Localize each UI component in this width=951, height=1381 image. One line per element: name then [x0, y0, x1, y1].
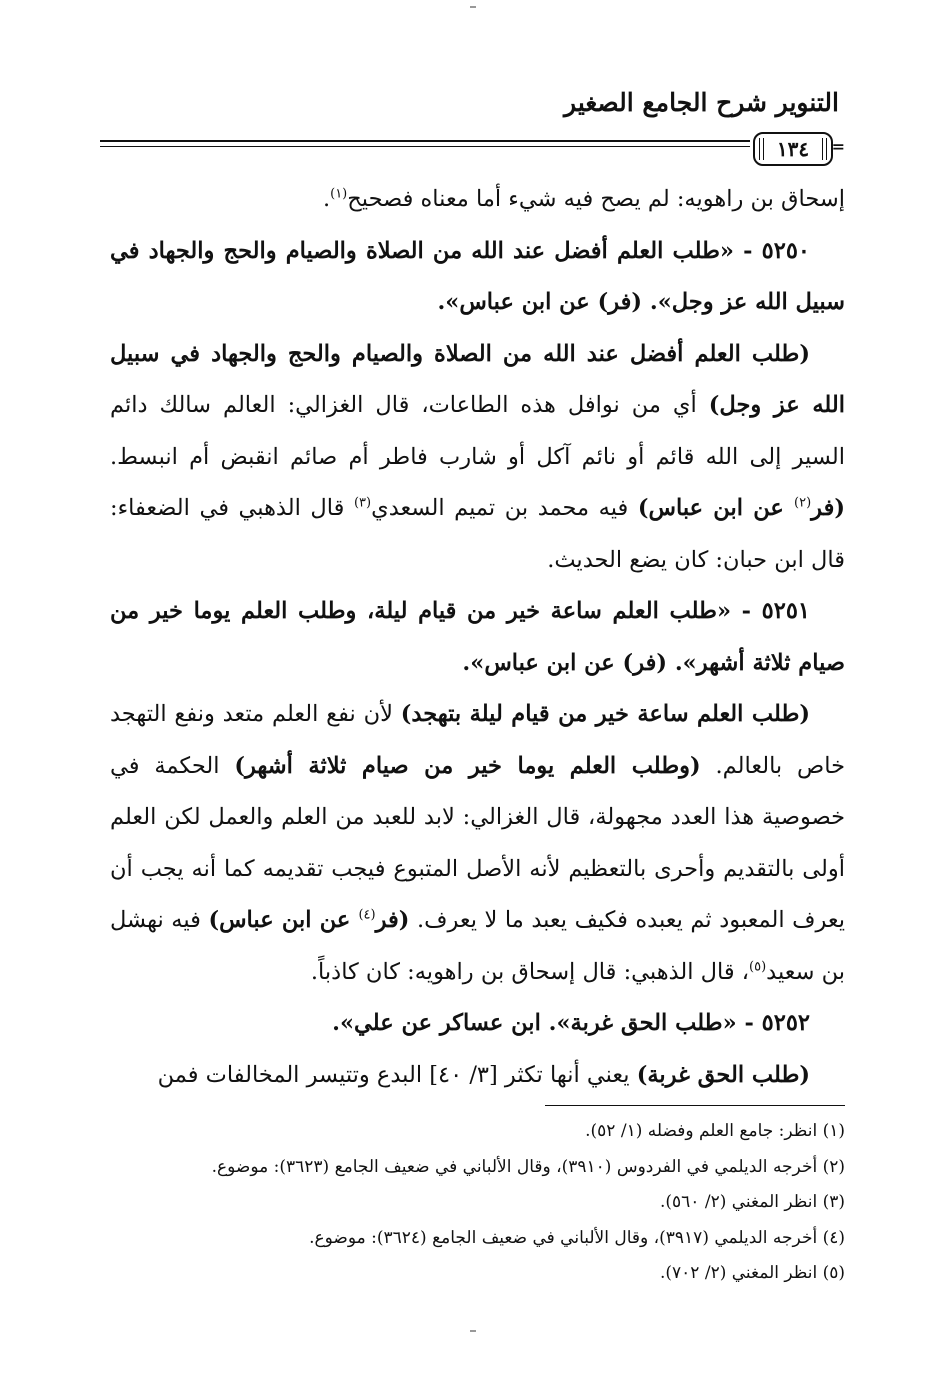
footnotes: [110, 1114, 845, 1292]
footnote-ref[interactable]: (٥): [749, 959, 767, 974]
hadith-5251: [110, 586, 845, 689]
hadith-number: ٥٢٥٢ -: [736, 1010, 810, 1036]
bottom-scan-mark: [470, 1330, 476, 1332]
top-scan-mark: [470, 6, 476, 8]
hadith-5252: [110, 998, 845, 1050]
main-text: [110, 174, 845, 1101]
header-rule-line: [100, 140, 750, 142]
commentary-5252: (طلب الحق غربة) يعني أنها تكثر [٣/ ٤٠] البدع وتتيسر المخالفات فمن: [157, 1061, 810, 1088]
footnote-3: (٣) انظر المغني (٢/ ٥٦٠).: [659, 1192, 845, 1212]
footnote-ref[interactable]: (٢): [794, 495, 812, 511]
hadith-number: ٥٢٥١ -: [731, 598, 810, 624]
footnote-4: (٤) أخرجه الديلمي (٣٩١٧)، وقال الألباني في ضعيف الجامع (٣٦٢٤): موضوع.: [309, 1227, 845, 1248]
footnote-ref[interactable]: (١): [330, 186, 348, 202]
hadith-number: ٥٢٥٠ -: [734, 237, 810, 264]
hadith-text: «طلب الحق غربة». ابن عساكر عن علي».: [332, 1010, 737, 1036]
footnote-1: (١) انظر: جامع العلم وفضله (١/ ٥٢).: [585, 1121, 845, 1141]
hadith-text: «طلب العلم أفضل عند الله من الصلاة والصيام والحج والجهاد في سبيل الله عز وجل». (فر) عن ابن عباس».: [110, 237, 845, 315]
paragraph-continuation: إسحاق بن راهويه: لم يصح فيه شيء أما معناه فصحيح$^{(١)}$.: [322, 186, 845, 212]
page-number: ١٣٤: [776, 137, 810, 161]
rule-tick: =: [831, 137, 845, 156]
header-rule: [100, 132, 845, 162]
hadith-5250: [110, 226, 845, 329]
footnote-ref[interactable]: (٤): [358, 907, 376, 923]
page-number-box: [753, 132, 833, 166]
footnote-separator: [545, 1105, 845, 1106]
footnote-5: (٥) انظر المغني (٢/ ٧٠٢).: [659, 1263, 845, 1283]
commentary-5250: (طلب العلم أفضل عند الله من الصلاة والصيام والحج والجهاد في سبيل الله عز وجل) أي من نوافل هذه الطاعات، قال الغزالي: العالم سالك دائم السير إلى الله قائم أو نائم آكل أو شارب فاطر أم صائم انقبض أم انبسط. (فر$^{(٢)}$ عن ابن عباس) فيه محمد بن تميم السعدي$^{(٣)}$ قال الذهبي في الضعفاء: قال ابن حبان: كان يضع الحديث.: [110, 340, 845, 573]
header-rule-line-thin: [100, 146, 750, 147]
footnote-ref[interactable]: (٣): [353, 495, 372, 511]
hadith-text: «طلب العلم ساعة خير من قيام ليلة، وطلب العلم يوما خير من صيام ثلاثة أشهر». (فر) عن ابن عباس».: [110, 598, 845, 676]
running-title: التنوير شرح الجامع الصغير: [564, 88, 839, 117]
footnote-2: (٢) أخرجه الديلمي في الفردوس (٣٩١٠)، وقال الألباني في ضعيف الجامع (٣٦٢٣): موضوع.: [211, 1156, 845, 1177]
commentary-5251: (طلب العلم ساعة خير من قيام ليلة بتهجد) لأن نفع العلم متعد ونفع التهجد خاص بالعالم. (وطلب العلم يوما خير من صيام ثلاثة أشهر) الحكمة في خصوصية هذا العدد مجهولة، قال الغزالي: لابد للعبد من العلم والعمل لكن العلم أولى بالتقديم وأحرى بالتعظيم لأنه الأصل المتبوع فيجب تقديمه كما أنه يجب أن يعرف المعبود ثم يعبده فكيف يعبد ما لا يعرف. (فر$^{(٤)}$ عن ابن عباس) فيه نهشل بن سعيد$^{(٥)}$، قال الذهبي: قال إسحاق بن راهويه: كان كاذباً.: [110, 701, 845, 985]
